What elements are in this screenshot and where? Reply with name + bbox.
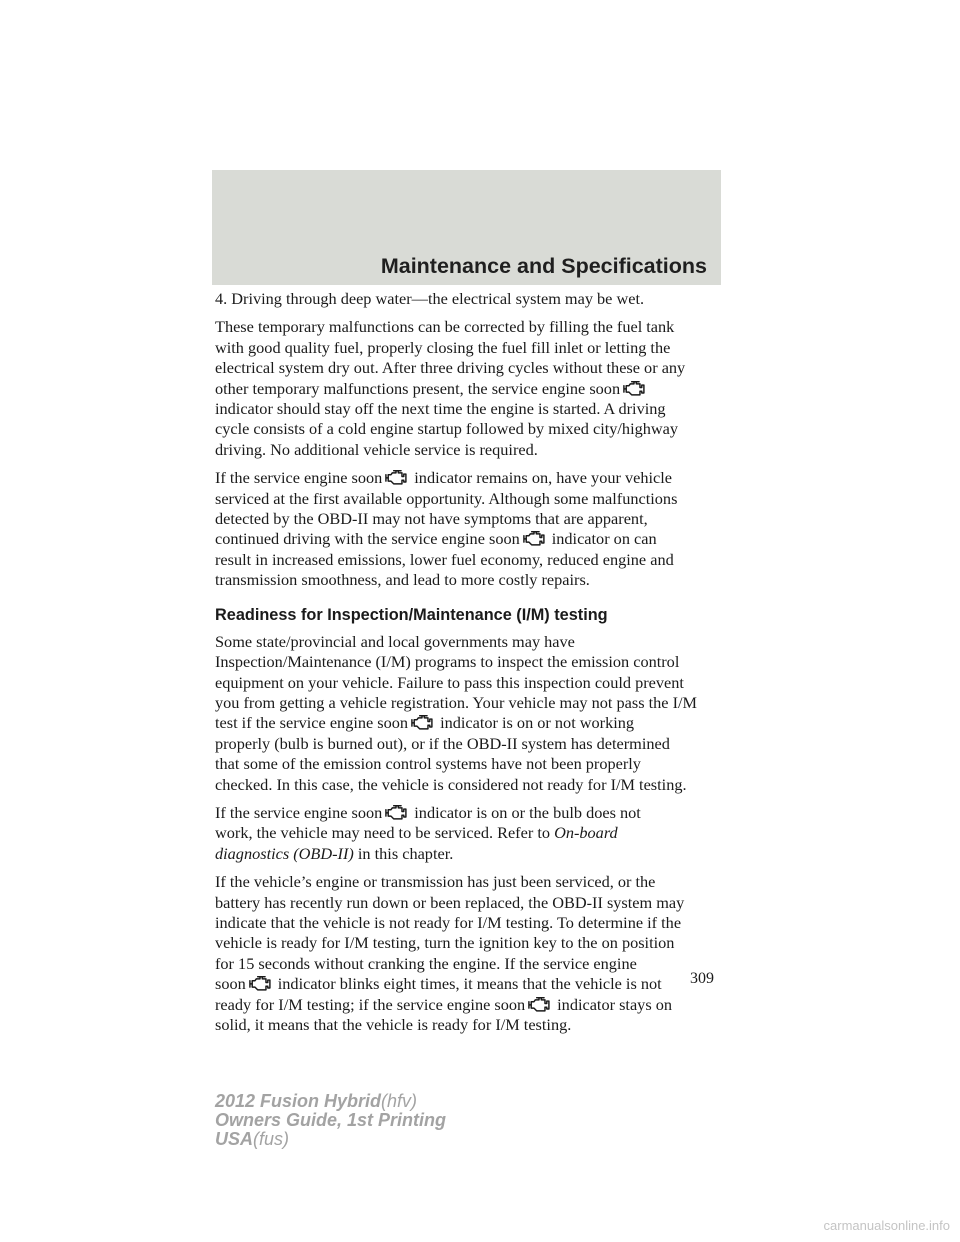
edition-footer — [215, 1092, 446, 1149]
text-line: vehicle is ready for I/M testing, turn the ignition key to the on position — [215, 933, 675, 953]
text-line — [215, 379, 725, 399]
text-line: result in increased emissions, lower fuel economy, reduced engine and — [215, 549, 674, 569]
text-line: you from getting a vehicle registration. Your vehicle may not pass the I/M — [215, 692, 698, 712]
engine-icon — [523, 529, 545, 547]
footer-line — [215, 1130, 446, 1149]
page-content — [215, 289, 725, 1043]
text-line: battery has recently run down or been replaced, the OBD-II system may — [215, 892, 685, 912]
footer-model-code: (hfv) — [381, 1091, 418, 1111]
text-segment: in this chapter. — [357, 843, 454, 863]
paragraph-im-programs — [215, 632, 725, 795]
text-line: equipment on your vehicle. Failure to pass this inspection could prevent — [215, 672, 684, 692]
engine-icon — [385, 468, 407, 486]
text-line: transmission smoothness, and lead to more costly repairs. — [215, 570, 590, 590]
footer-model: 2012 Fusion Hybrid — [215, 1091, 382, 1111]
engine-icon — [385, 803, 407, 821]
text-line: serviced at the first available opportunity. Although some malfunctions — [215, 488, 678, 508]
text-segment: indicator remains on, have your vehicle — [414, 468, 672, 488]
text-line — [215, 468, 725, 488]
text-line — [215, 995, 725, 1015]
paragraph-bulb-does-not-work — [215, 803, 725, 864]
text-line — [215, 529, 725, 549]
cross-reference-link[interactable]: On-board — [554, 823, 618, 843]
text-line: Some state/provincial and local governments may have — [215, 631, 575, 651]
text-line — [215, 844, 725, 864]
engine-icon — [623, 379, 645, 397]
text-segment: ready for I/M testing; if the service engine soon — [215, 994, 526, 1014]
paragraph-deep-water — [215, 289, 725, 309]
watermark: carmanualsonline.info — [823, 1218, 950, 1233]
footer-market-code: (fus) — [253, 1129, 290, 1149]
engine-icon — [411, 713, 433, 731]
text-line: detected by the OBD-II may not have symptoms that are apparent, — [215, 509, 648, 529]
chapter-title: Maintenance and Specifications — [380, 254, 707, 278]
paragraph-temporary-malfunctions — [215, 317, 725, 460]
text-line — [215, 713, 725, 733]
text-segment: other temporary malfunctions present, the service engine soon — [215, 378, 621, 398]
text-line: that some of the emission control systems have not been properly — [215, 754, 641, 774]
chapter-header-band — [212, 170, 721, 285]
text-line: cycle consists of a cold engine startup followed by mixed city/highway — [215, 419, 678, 439]
footer-market: USA — [215, 1129, 254, 1149]
text-line: Inspection/Maintenance (I/M) programs to inspect the emission control — [215, 652, 680, 672]
footer-line — [215, 1092, 446, 1111]
text-line: checked. In this case, the vehicle is considered not ready for I/M testing. — [215, 774, 687, 794]
text-segment: soon — [215, 974, 246, 994]
text-line: indicate that the vehicle is not ready for I/M testing. To determine if the — [215, 912, 682, 932]
text-segment: continued driving with the service engine soon — [215, 529, 520, 549]
engine-icon — [249, 974, 271, 992]
text-segment: indicator is on or not working — [440, 713, 635, 733]
text-line: solid, it means that the vehicle is ready for I/M testing. — [215, 1015, 572, 1034]
text-line — [215, 974, 725, 994]
text-segment: indicator is on or the bulb does not — [414, 802, 641, 822]
paragraph-not-ready — [215, 872, 725, 1035]
text-segment: indicator stays on — [557, 994, 673, 1014]
text-segment: If the service engine soon — [215, 468, 383, 488]
text-line: with good quality fuel, properly closing the fuel fill inlet or letting the — [215, 337, 671, 357]
text-line: 4. Driving through deep water—the electrical system may be wet. — [215, 289, 645, 308]
text-line — [215, 823, 725, 843]
text-segment: test if the service engine soon — [215, 713, 409, 733]
text-segment: indicator on can — [551, 529, 657, 549]
text-line: driving. No additional vehicle service is required. — [215, 439, 538, 459]
text-segment: If the service engine soon — [215, 802, 383, 822]
engine-icon — [528, 995, 550, 1013]
text-line: indicator should stay off the next time the engine is started. A driving — [215, 399, 666, 419]
text-line: for 15 seconds without cranking the engine. If the service engine — [215, 953, 637, 973]
page-number: 309 — [690, 970, 714, 987]
footer-line: Owners Guide, 1st Printing — [215, 1110, 447, 1130]
section-heading: Readiness for Inspection/Maintenance (I/M) testing — [215, 605, 608, 624]
text-line — [215, 803, 725, 823]
text-segment: work, the vehicle may need to be serviced. Refer to — [215, 823, 550, 843]
text-line: electrical system dry out. After three driving cycles without these or any — [215, 358, 686, 378]
cross-reference-link[interactable]: diagnostics (OBD-II) — [215, 843, 354, 863]
text-line: These temporary malfunctions can be corrected by filling the fuel tank — [215, 317, 675, 337]
paragraph-indicator-remains-on — [215, 468, 725, 590]
text-line: If the vehicle’s engine or transmission has just been serviced, or the — [215, 872, 656, 892]
text-segment: indicator blinks eight times, it means that the vehicle is not — [277, 974, 662, 994]
text-line: properly (bulb is burned out), or if the OBD-II system has determined — [215, 733, 670, 753]
